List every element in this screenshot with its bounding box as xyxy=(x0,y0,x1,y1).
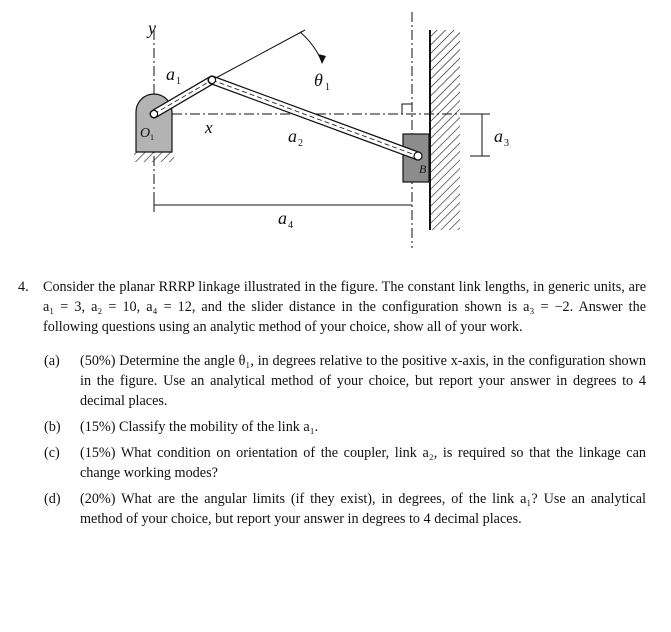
label-O1: O xyxy=(140,126,151,141)
part-a: (a) (50%) Determine the angle θ₁, in degrees relative to the positive x-axis, in the configuration shown in the figure. Use an analytical method of your choice, but report your answer in degrees to 4 decimal places. xyxy=(44,353,646,409)
theta-arc xyxy=(300,32,322,62)
label-theta: θ xyxy=(314,70,323,90)
problem-statement: Consider the planar RRRP linkage illustrated in the figure. The constant link lengths, in generic units, are a₁ = 3, a₂ = 10, a₄ = 12, and the slider distance in the configuration shown is a₃ = −2. Answer the following questions using an analytic method of your choice, show all of your work. xyxy=(43,279,646,335)
joint-O1 xyxy=(150,110,157,117)
label-a2: a xyxy=(288,126,297,146)
part-d: (d) (20%) What are the angular limits (if they exist), in degrees, of the link a₁? Use an analytical method of your choice, but report your answer in degrees to 4 decimal places. xyxy=(44,491,646,527)
part-b: (b) (15%) Classify the mobility of the link a₁. xyxy=(44,419,319,435)
right-angle-mark xyxy=(402,104,412,114)
ground-wall xyxy=(430,30,460,230)
label-B: B xyxy=(419,162,427,176)
svg-text:1: 1 xyxy=(176,76,181,87)
label-x: x xyxy=(205,118,213,137)
joint-a1-a2 xyxy=(208,76,215,83)
part-c: (c) (15%) What condition on orientation of the coupler, link a₂, is required so that the linkage can change working modes? xyxy=(44,445,646,481)
problem-number: 4. xyxy=(18,279,29,295)
label-a3: a xyxy=(494,126,503,146)
problem-parts xyxy=(18,351,646,529)
link-a2 xyxy=(212,80,418,156)
svg-text:1: 1 xyxy=(325,82,330,93)
ground-base-hatch xyxy=(134,152,174,162)
svg-text:4: 4 xyxy=(288,220,293,231)
linkage-figure xyxy=(0,0,671,270)
svg-text:2: 2 xyxy=(298,138,303,149)
svg-text:3: 3 xyxy=(504,138,509,149)
joint-B xyxy=(414,152,422,160)
svg-text:1: 1 xyxy=(150,133,154,142)
label-y: y xyxy=(148,18,156,38)
problem-block xyxy=(18,277,646,535)
label-a4: a xyxy=(278,208,287,228)
label-a1: a xyxy=(166,64,175,84)
